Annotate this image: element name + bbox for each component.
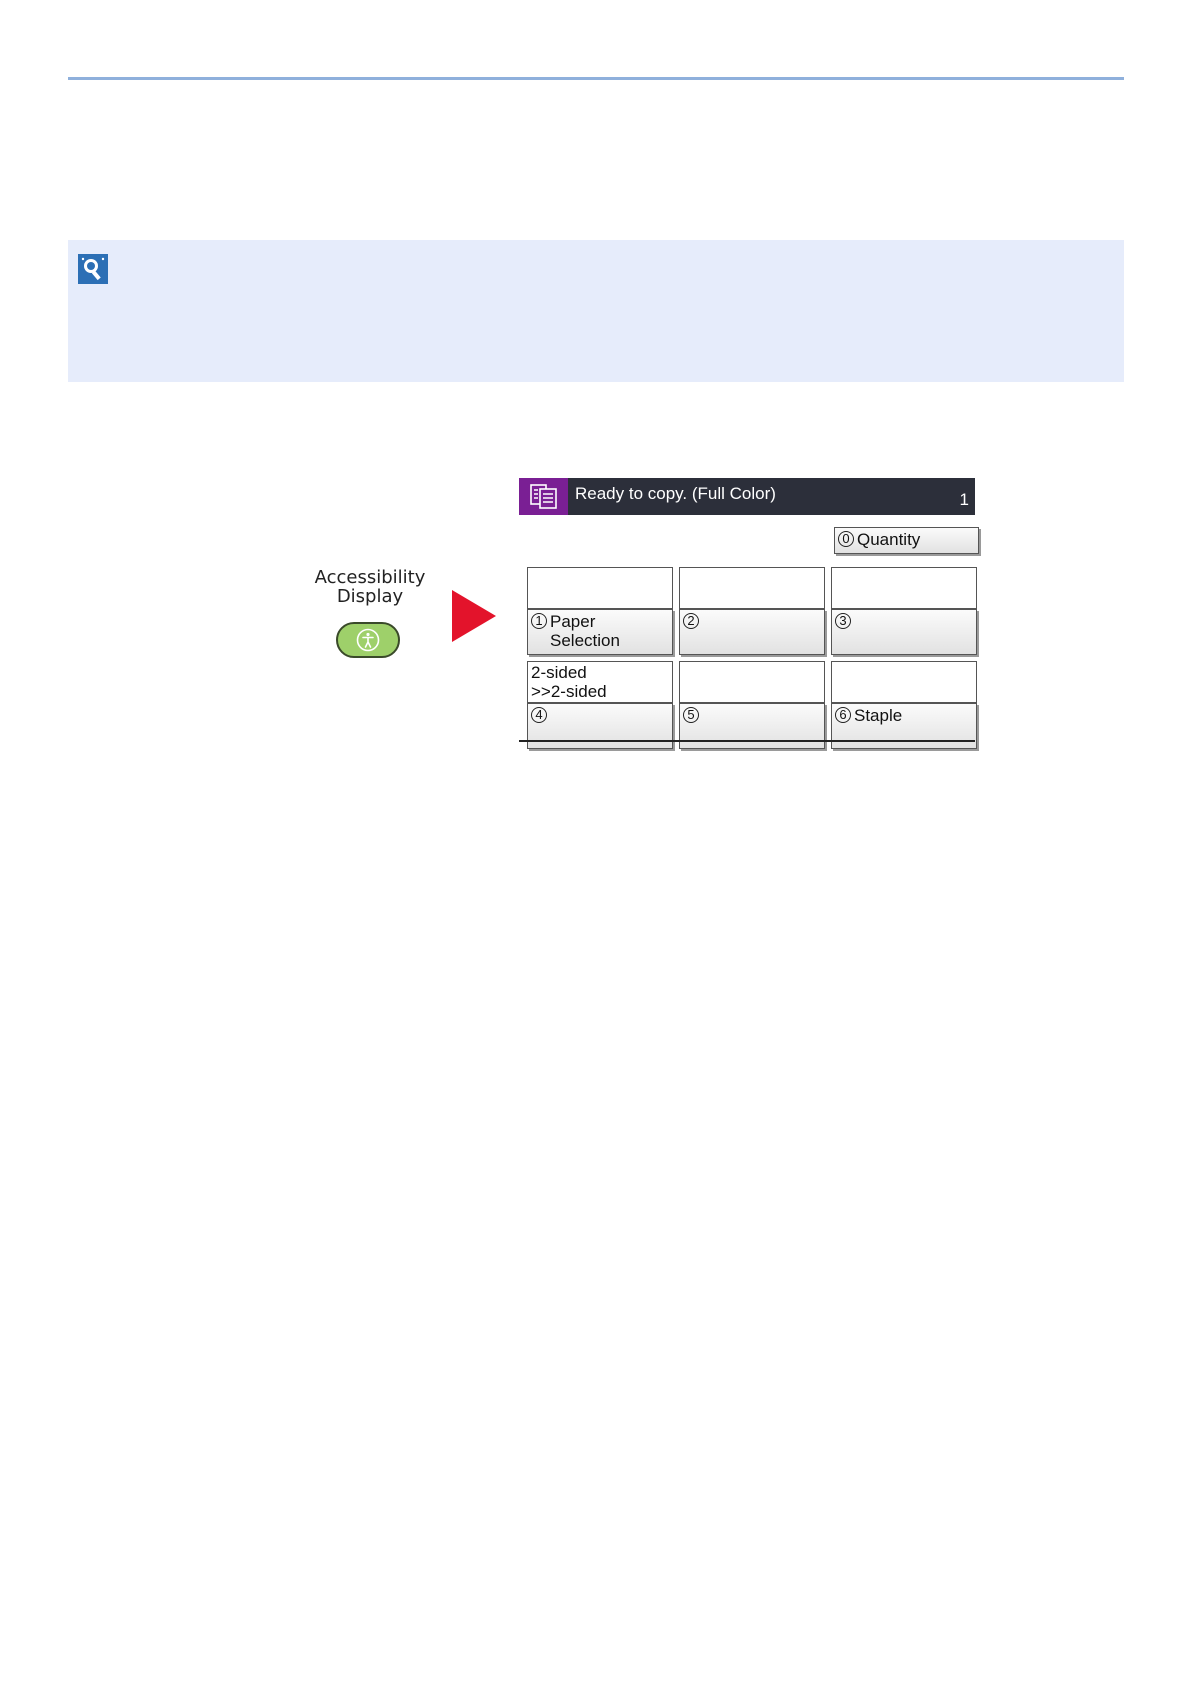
setting-value-1	[527, 567, 673, 609]
accessibility-label-line1: Accessibility	[314, 567, 426, 588]
function-number-6: 6	[835, 707, 851, 723]
note-icon	[78, 254, 108, 284]
function-button-4[interactable]	[527, 703, 673, 749]
setting-value-3	[831, 567, 977, 609]
arrow-right-icon	[452, 590, 496, 642]
top-rule	[68, 77, 1124, 80]
staple-label	[854, 706, 902, 725]
paper-selection-label-line2: Selection	[550, 631, 620, 650]
quantity-number: 0	[838, 531, 854, 547]
accessibility-label-line2: Display	[336, 586, 404, 607]
function-button-2[interactable]	[679, 609, 825, 655]
staple-label-line1: Staple	[854, 706, 903, 725]
function-number-2: 2	[683, 613, 699, 629]
setting-value-6	[831, 661, 977, 703]
panel-bottom-edge	[519, 740, 975, 742]
page-count: 1	[959, 490, 969, 509]
paper-selection-label	[550, 612, 620, 650]
note-box	[68, 240, 1124, 382]
function-number-3: 3	[835, 613, 851, 629]
duplex-value-line2: >>2-sided	[531, 682, 607, 701]
panel-header	[519, 478, 975, 515]
function-button-5[interactable]	[679, 703, 825, 749]
touch-panel	[519, 478, 975, 742]
accessibility-display-key[interactable]	[336, 622, 400, 658]
function-button-3[interactable]	[831, 609, 977, 655]
paper-selection-button[interactable]	[527, 609, 673, 655]
quantity-label: Quantity	[857, 530, 921, 549]
function-number-1: 1	[531, 613, 547, 629]
duplex-value-line1: 2-sided	[531, 663, 587, 682]
function-number-4: 4	[531, 707, 547, 723]
accessibility-icon	[356, 628, 380, 652]
quantity-button[interactable]	[834, 527, 979, 554]
paper-selection-label-line1: Paper	[550, 612, 596, 631]
accessibility-key-label	[296, 568, 444, 606]
copy-mode-icon	[519, 478, 568, 515]
function-number-5: 5	[683, 707, 699, 723]
setting-value-4	[527, 661, 673, 703]
staple-button[interactable]	[831, 703, 977, 749]
status-message: Ready to copy. (Full Color)	[575, 484, 776, 503]
setting-value-5	[679, 661, 825, 703]
setting-value-2	[679, 567, 825, 609]
